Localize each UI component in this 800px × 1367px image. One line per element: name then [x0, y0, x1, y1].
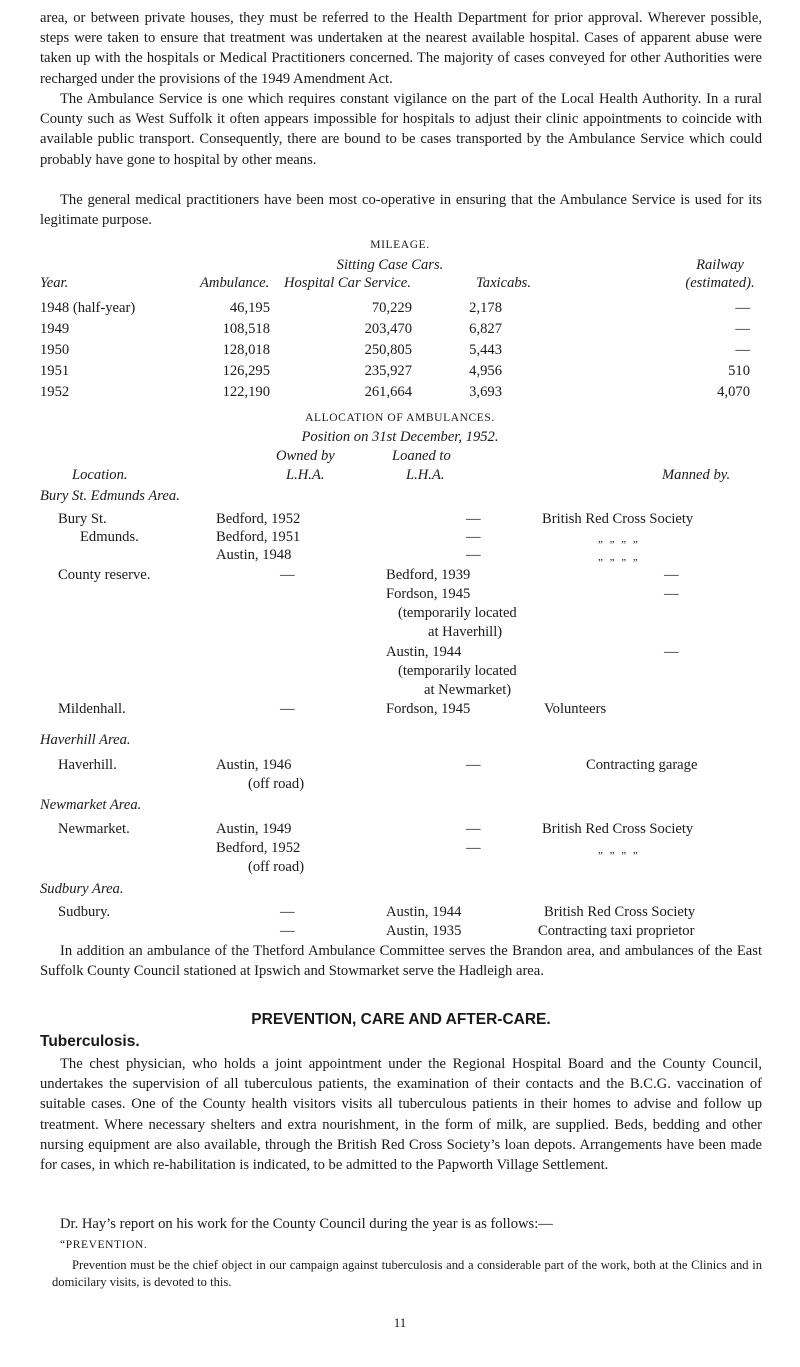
loaned-cell: Austin, 1944 — [386, 904, 462, 920]
ambulance-cell: 108,518 — [222, 321, 270, 337]
owned-note: (off road) — [248, 859, 305, 875]
allocation-position-date: Position on 31st December, 1952. — [301, 429, 499, 445]
year-header: Year. — [40, 275, 69, 291]
location-haverhill: Haverhill. — [58, 757, 117, 773]
owned-cell: Austin, 1946 — [216, 757, 292, 773]
dash: — — [466, 547, 481, 563]
location-edmunds: Edmunds. — [80, 529, 139, 545]
sitting-case-cars-header: Sitting Case Cars. — [336, 257, 444, 273]
manned-cell: British Red Cross Society — [544, 904, 696, 920]
manned-cell: Volunteers — [544, 701, 607, 717]
section-heading-prevention: PREVENTION, CARE AND AFTER-CARE. — [251, 1011, 551, 1028]
year-cell: 1949 — [40, 321, 70, 337]
year-cell: 1952 — [40, 384, 70, 400]
page-number: 11 — [393, 1315, 407, 1330]
dash: — — [466, 821, 481, 837]
railway-cell: 510 — [728, 363, 750, 379]
loaned-cell: Fordson, 1945 — [386, 586, 471, 602]
manned-cell: Contracting taxi proprietor — [538, 923, 695, 939]
loaned-cell: Austin, 1935 — [386, 923, 462, 939]
hospital-cell: 70,229 — [371, 300, 412, 316]
loaned-cell: Fordson, 1945 — [386, 701, 471, 717]
hospital-cell: 203,470 — [364, 321, 412, 337]
taxicabs-cell: 6,827 — [469, 321, 502, 337]
ambulance-cell: 128,018 — [222, 342, 270, 358]
taxicabs-cell: 4,956 — [469, 363, 502, 379]
subheading-tuberculosis: Tuberculosis. — [40, 1033, 140, 1050]
dash: — — [664, 567, 679, 583]
tuberculosis-paragraph: The chest physician, who holds a joint appointment under the Regional Hospital Board and the County Council, undertakes the supervision of all tuberculous patients, the examination of their contacts and the B.C.G. vaccination of suitable cases. One of the County health visitors visits all tuberculous patients in their homes to advise and follow up treatment. Where necessary shelters and extra nourishment, in the form of milk, are supplied. Beds, bedding and other nursing equipment are also available, through the British Red Cross Society’s loan depots. Arrangements have been made for cases, in which re-habilitation is indicated, to be admitted to the Papworth Village Settlement. — [40, 1056, 762, 1174]
manned-cell: British Red Cross Society — [542, 511, 694, 527]
dash: — — [466, 511, 481, 527]
manned-by-header: Manned by. — [662, 467, 731, 483]
loaned-lha-header: L.H.A. — [406, 467, 445, 483]
loaned-note: (temporarily located — [398, 605, 517, 621]
year-cell: 1948 (half-year) — [40, 300, 136, 316]
dash: — — [466, 757, 481, 773]
railway-cell: 4,070 — [717, 384, 750, 400]
owned-cell: Austin, 1949 — [216, 821, 292, 837]
year-cell: 1951 — [40, 363, 70, 379]
dash: — — [280, 701, 295, 717]
taxicabs-header: Taxicabs. — [476, 275, 532, 291]
ditto-marks: „ „ „ „ — [598, 533, 640, 545]
intro-paragraph-3: The general medical practitioners have been most co-operative in ensuring that the Ambulance Service is used for its legitimate purpose. — [40, 192, 762, 229]
area-heading-sudbury: Sudbury Area. — [40, 881, 124, 897]
ambulance-cell: 46,195 — [229, 300, 270, 316]
location-sudbury: Sudbury. — [58, 904, 111, 920]
loaned-note: at Newmarket) — [424, 682, 512, 698]
location-header: Location. — [72, 467, 128, 483]
hospital-cell: 261,664 — [364, 384, 412, 400]
dash: — — [466, 529, 481, 545]
ambulance-header: Ambulance. — [200, 275, 270, 291]
taxicabs-cell: 2,178 — [469, 300, 502, 316]
dash: — — [280, 567, 295, 583]
ambulance-cell: 126,295 — [222, 363, 270, 379]
location-mildenhall: Mildenhall. — [58, 701, 126, 717]
owned-by-header: Owned by — [276, 448, 335, 464]
loaned-note: at Haverhill) — [428, 624, 503, 640]
intro-paragraph-1: area, or between private houses, they must be referred to the Health Department for prior approval. Wherever possible, steps were taken to ensure that treatment was undertaken at the nearest available hospital. Cases of apparent abuse were taken up with the hospitals or Medical Practitioners concerned. The majority of cases conveyed for other Authorities were recharged under the provisions of the 1949 Amendment Act. — [40, 10, 762, 87]
owned-note: (off road) — [248, 776, 305, 792]
hospital-cell: 235,927 — [364, 363, 412, 379]
year-cell: 1950 — [40, 342, 70, 358]
railway-cell: — — [735, 321, 750, 337]
hospital-car-service-header: Hospital Car Service. — [284, 275, 411, 291]
railway-estimated-header: (estimated). — [685, 275, 755, 291]
railway-header: Railway — [696, 257, 744, 273]
allocation-title: ALLOCATION OF AMBULANCES. — [305, 412, 495, 424]
area-heading-haverhill: Haverhill Area. — [40, 732, 131, 748]
report-intro-paragraph: Dr. Hay’s report on his work for the County Council during the year is as follows:— — [60, 1216, 553, 1232]
mileage-title: MILEAGE. — [370, 239, 430, 251]
quote-heading: “PREVENTION. — [60, 1239, 148, 1251]
ditto-marks: „ „ „ „ — [598, 551, 640, 563]
intro-paragraph-2: The Ambulance Service is one which requires constant vigilance on the part of the Local Health Authority. In a rural County such as West Suffolk it often appears impossible for hospitals to adjust their clinic appointments to coincide with available public transport. Consequently, there are bound to be cases transported by the Ambulance Service which could probably have gone to hospital by other means. — [40, 91, 762, 168]
owned-cell: Bedford, 1952 — [216, 840, 301, 856]
dash: — — [664, 586, 679, 602]
loaned-cell: Bedford, 1939 — [386, 567, 471, 583]
manned-cell: Contracting garage — [586, 757, 698, 773]
location-newmarket: Newmarket. — [58, 821, 130, 837]
taxicabs-cell: 3,693 — [469, 384, 502, 400]
dash: — — [280, 904, 295, 920]
manned-cell: British Red Cross Society — [542, 821, 694, 837]
loaned-to-header: Loaned to — [392, 448, 451, 464]
quote-text: Prevention must be the chief object in our campaign against tuberculosis and a considerable part of the work, both at the Clinics and in domicilary visits, is devoted to this. — [52, 1258, 762, 1289]
owned-cell: Bedford, 1951 — [216, 529, 301, 545]
dash: — — [466, 840, 481, 856]
area-heading-newmarket: Newmarket Area. — [40, 797, 142, 813]
railway-cell: — — [735, 342, 750, 358]
railway-cell: — — [735, 300, 750, 316]
dash: — — [280, 923, 295, 939]
owned-lha-header: L.H.A. — [286, 467, 325, 483]
after-table-paragraph: In addition an ambulance of the Thetford Ambulance Committee serves the Brandon area, and ambulances of the East Suffolk County Council stationed at Ipswich and Stowmarket serve the Hadleigh area. — [40, 943, 762, 980]
ambulance-cell: 122,190 — [222, 384, 270, 400]
location-bury-st: Bury St. — [58, 511, 107, 527]
loaned-cell: Austin, 1944 — [386, 644, 462, 660]
hospital-cell: 250,805 — [364, 342, 412, 358]
ditto-marks: „ „ „ „ — [598, 844, 640, 856]
owned-cell: Bedford, 1952 — [216, 511, 301, 527]
area-heading-bury: Bury St. Edmunds Area. — [40, 488, 180, 504]
dash: — — [664, 644, 679, 660]
owned-cell: Austin, 1948 — [216, 547, 292, 563]
loaned-note: (temporarily located — [398, 663, 517, 679]
taxicabs-cell: 5,443 — [469, 342, 502, 358]
location-county-reserve: County reserve. — [58, 567, 151, 583]
